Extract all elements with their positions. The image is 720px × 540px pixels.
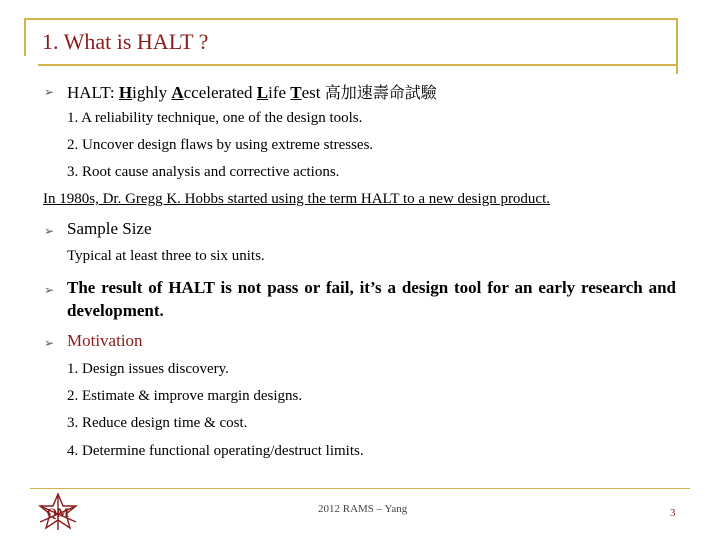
halt-item: 1. A reliability technique, one of the design tools. (67, 110, 363, 126)
frame-top-line (24, 18, 678, 20)
motivation-heading: Motivation (67, 331, 143, 350)
sample-size-text: Typical at least three to six units. (67, 248, 265, 264)
footer-text: 2012 RAMS – Yang (318, 503, 408, 515)
halt-rest-t: est (301, 83, 325, 102)
page-number: 3 (670, 507, 676, 519)
halt-definition (67, 80, 437, 103)
halt-cap-l: L (256, 83, 269, 102)
history-note: In 1980s, Dr. Gregg K. Hobbs started using the term HALT to a new design product. (43, 191, 551, 207)
title-underline (38, 64, 678, 66)
halt-rest-h: ighly (132, 83, 172, 102)
halt-prefix: HALT: (67, 83, 119, 102)
result-statement: The result of HALT is not pass or fail, it’s a design tool for an early research and development. (67, 278, 676, 320)
halt-item: 3. Root cause analysis and corrective actions. (67, 164, 340, 180)
halt-cap-a: A (171, 83, 184, 102)
halt-rest-l: ife (268, 83, 291, 102)
slide-title: 1. What is HALT ? (42, 29, 209, 54)
motivation-item: 2. Estimate & improve margin designs. (67, 388, 303, 404)
bullet-arrow-icon: ➢ (44, 283, 55, 297)
halt-item: 2. Uncover design flaws by using extreme stresses. (67, 137, 374, 153)
sample-size-heading: Sample Size (67, 219, 152, 238)
bullet-arrow-icon: ➢ (44, 224, 55, 238)
motivation-item: 1. Design issues discovery. (67, 361, 229, 377)
rams-logo-icon (36, 492, 80, 532)
frame-left-line (24, 18, 26, 56)
bullet-arrow-icon: ➢ (44, 336, 55, 350)
halt-rest-a: ccelerated (183, 83, 257, 102)
halt-cap-h: H (118, 83, 133, 102)
bullet-arrow-icon: ➢ (44, 85, 55, 99)
footer-rule (30, 488, 690, 489)
logo-letters: QM (46, 505, 70, 520)
halt-chinese: 高加速壽命試驗 (324, 83, 437, 102)
motivation-item: 4. Determine functional operating/destruct limits. (67, 443, 364, 459)
halt-cap-t: T (290, 83, 302, 102)
motivation-item: 3. Reduce design time & cost. (67, 415, 248, 431)
